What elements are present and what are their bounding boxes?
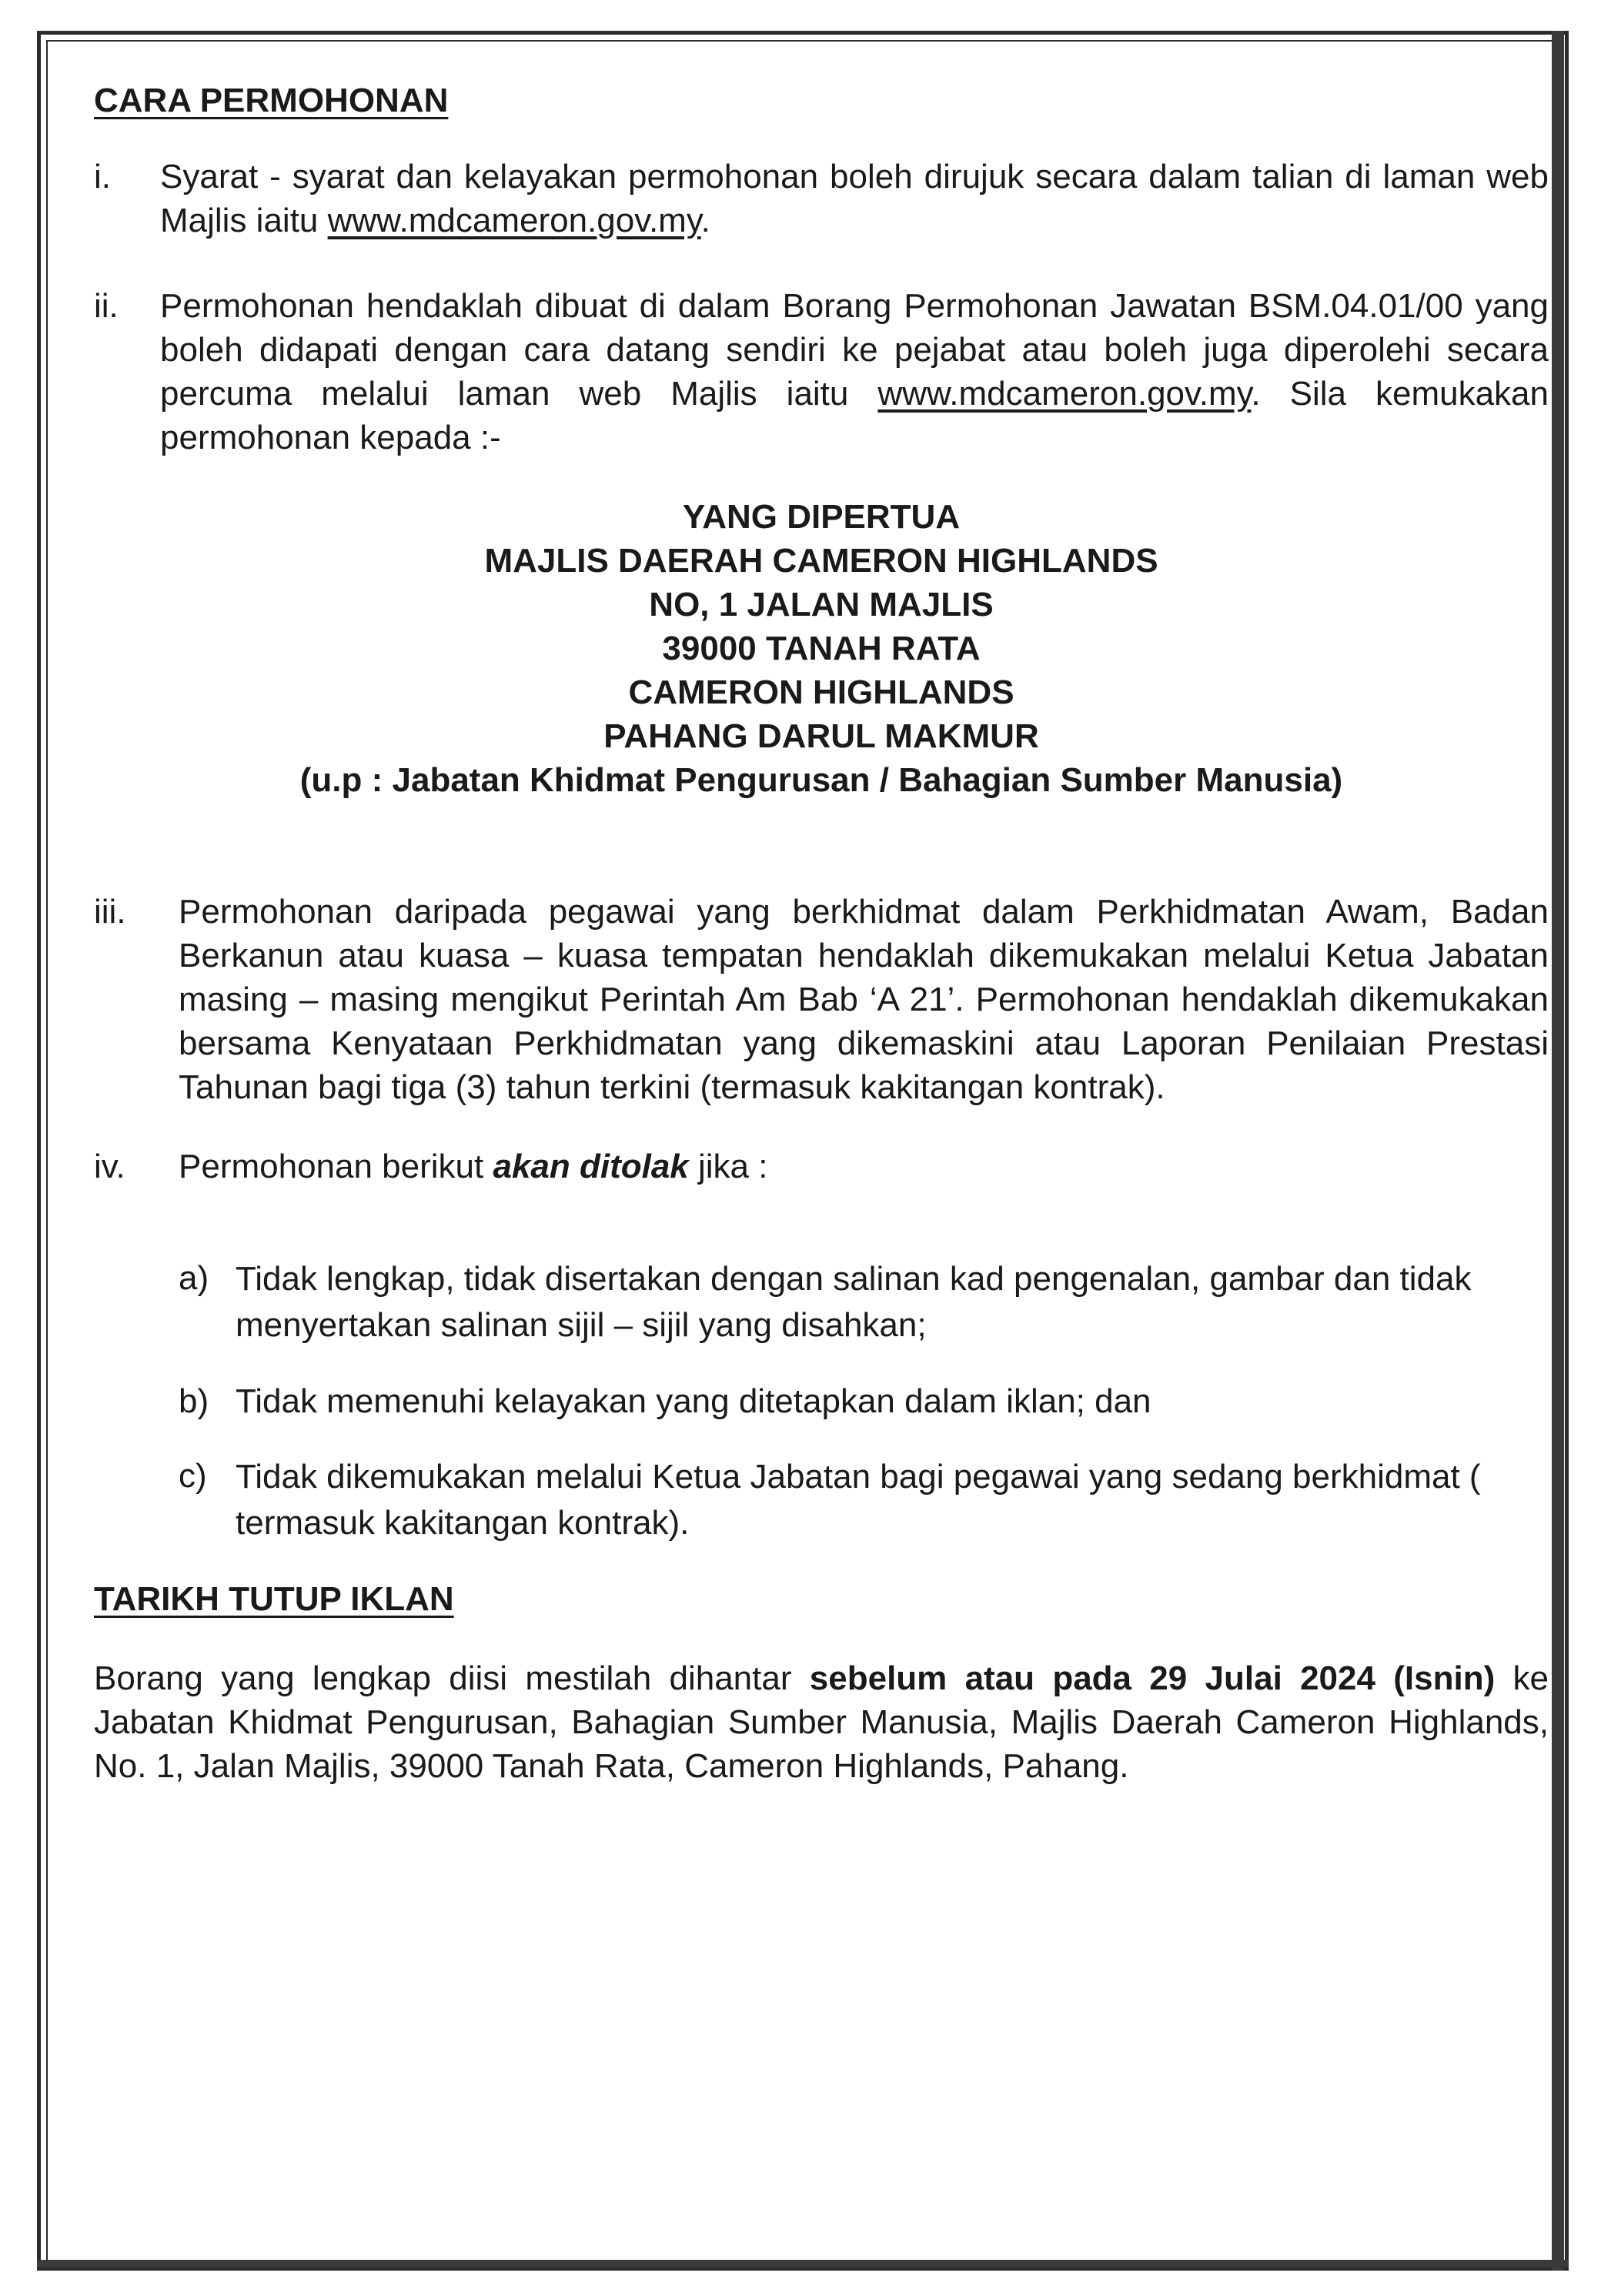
item-number: ii.	[94, 287, 119, 325]
address-line: 39000 TANAH RATA	[662, 630, 981, 667]
item-i	[94, 155, 1549, 242]
item-number: i.	[94, 158, 111, 196]
sub-item-text: Tidak memenuhi kelayakan yang ditetapkan dalam iklan; dan	[236, 1382, 1151, 1420]
document-body	[94, 74, 1549, 1788]
page-border-bottom-edge	[37, 2260, 1569, 2268]
item-text: Permohonan hendaklah dibuat di dalam Borang Permohonan Jawatan BSM.04.01/00 yang boleh didapati dengan cara datang sendiri ke pejabat atau boleh juga diperolehi secara percuma melalui laman web Majlis iaitu www.mdcameron.gov.my. Sila kemukakan permohonan kepada :-	[160, 287, 1549, 456]
heading-cara-permohonan: CARA PERMOHONAN	[94, 82, 449, 119]
address-attention: (u.p : Jabatan Khidmat Pengurusan / Bahagian Sumber Manusia)	[299, 761, 1343, 799]
closing-date-paragraph: Borang yang lengkap diisi mestilah dihantar sebelum atau pada 29 Julai 2024 (Isnin) ke Jabatan Khidmat Pengurusan, Bahagian Sumber Manusia, Majlis Daerah Cameron Highlands, No. 1, Jalan Majlis, 39000 Tanah Rata, Cameron Highlands, Pahang.	[94, 1659, 1549, 1785]
sub-item-text: Tidak lengkap, tidak disertakan dengan salinan kad pengenalan, gambar dan tidak menyertakan salinan sijil – sijil yang disahkan;	[236, 1260, 1472, 1344]
sub-item-letter: c)	[179, 1457, 207, 1495]
emphasis-rejected: akan ditolak	[493, 1148, 689, 1185]
sub-item-letter: b)	[179, 1382, 209, 1420]
sub-item-letter: a)	[179, 1259, 209, 1297]
item-text: Syarat - syarat dan kelayakan permohonan boleh dirujuk secara dalam talian di laman web Majlis iaitu www.mdcameron.gov.my.	[160, 158, 1549, 239]
website-link[interactable]: www.mdcameron.gov.my	[327, 202, 701, 239]
closing-date: sebelum atau pada 29 Julai 2024 (Isnin)	[809, 1659, 1496, 1697]
item-number: iii.	[94, 893, 126, 931]
page-border-right-edge	[1552, 31, 1564, 2271]
sub-item-c	[179, 1454, 1549, 1546]
item-iv	[94, 1145, 1549, 1188]
item-iii	[94, 890, 1549, 1109]
address-line: MAJLIS DAERAH CAMERON HIGHLANDS	[484, 542, 1158, 580]
sub-item-text: Tidak dikemukakan melalui Ketua Jabatan bagi pegawai yang sedang berkhidmat ( termasuk kakitangan kontrak).	[236, 1458, 1481, 1542]
item-text: Permohonan daripada pegawai yang berkhidmat dalam Perkhidmatan Awam, Badan Berkanun atau kuasa – kuasa tempatan hendaklah dikemukakan melalui Ketua Jabatan masing – masing mengikut Perintah Am Bab ‘A 21’. Permohonan hendaklah dikemukakan bersama Kenyataan Perkhidmatan yang dikemaskini atau Laporan Penilaian Prestasi Tahunan bagi tiga (3) tahun terkini (termasuk kakitangan kontrak).	[179, 893, 1549, 1106]
item-number: iv.	[94, 1148, 125, 1185]
item-text: Permohonan berikut akan ditolak jika :	[179, 1148, 768, 1185]
sub-item-a	[179, 1256, 1549, 1349]
address-line: NO, 1 JALAN MAJLIS	[649, 586, 994, 623]
address-line: CAMERON HIGHLANDS	[628, 673, 1014, 711]
heading-tarikh-tutup-iklan: TARIKH TUTUP IKLAN	[94, 1580, 454, 1618]
website-link[interactable]: www.mdcameron.gov.my	[877, 375, 1252, 413]
address-line: PAHANG DARUL MAKMUR	[603, 717, 1039, 755]
sub-item-b	[179, 1379, 1549, 1423]
address-line: YANG DIPERTUA	[682, 498, 961, 536]
item-ii	[94, 284, 1549, 460]
mailing-address	[94, 495, 1549, 802]
